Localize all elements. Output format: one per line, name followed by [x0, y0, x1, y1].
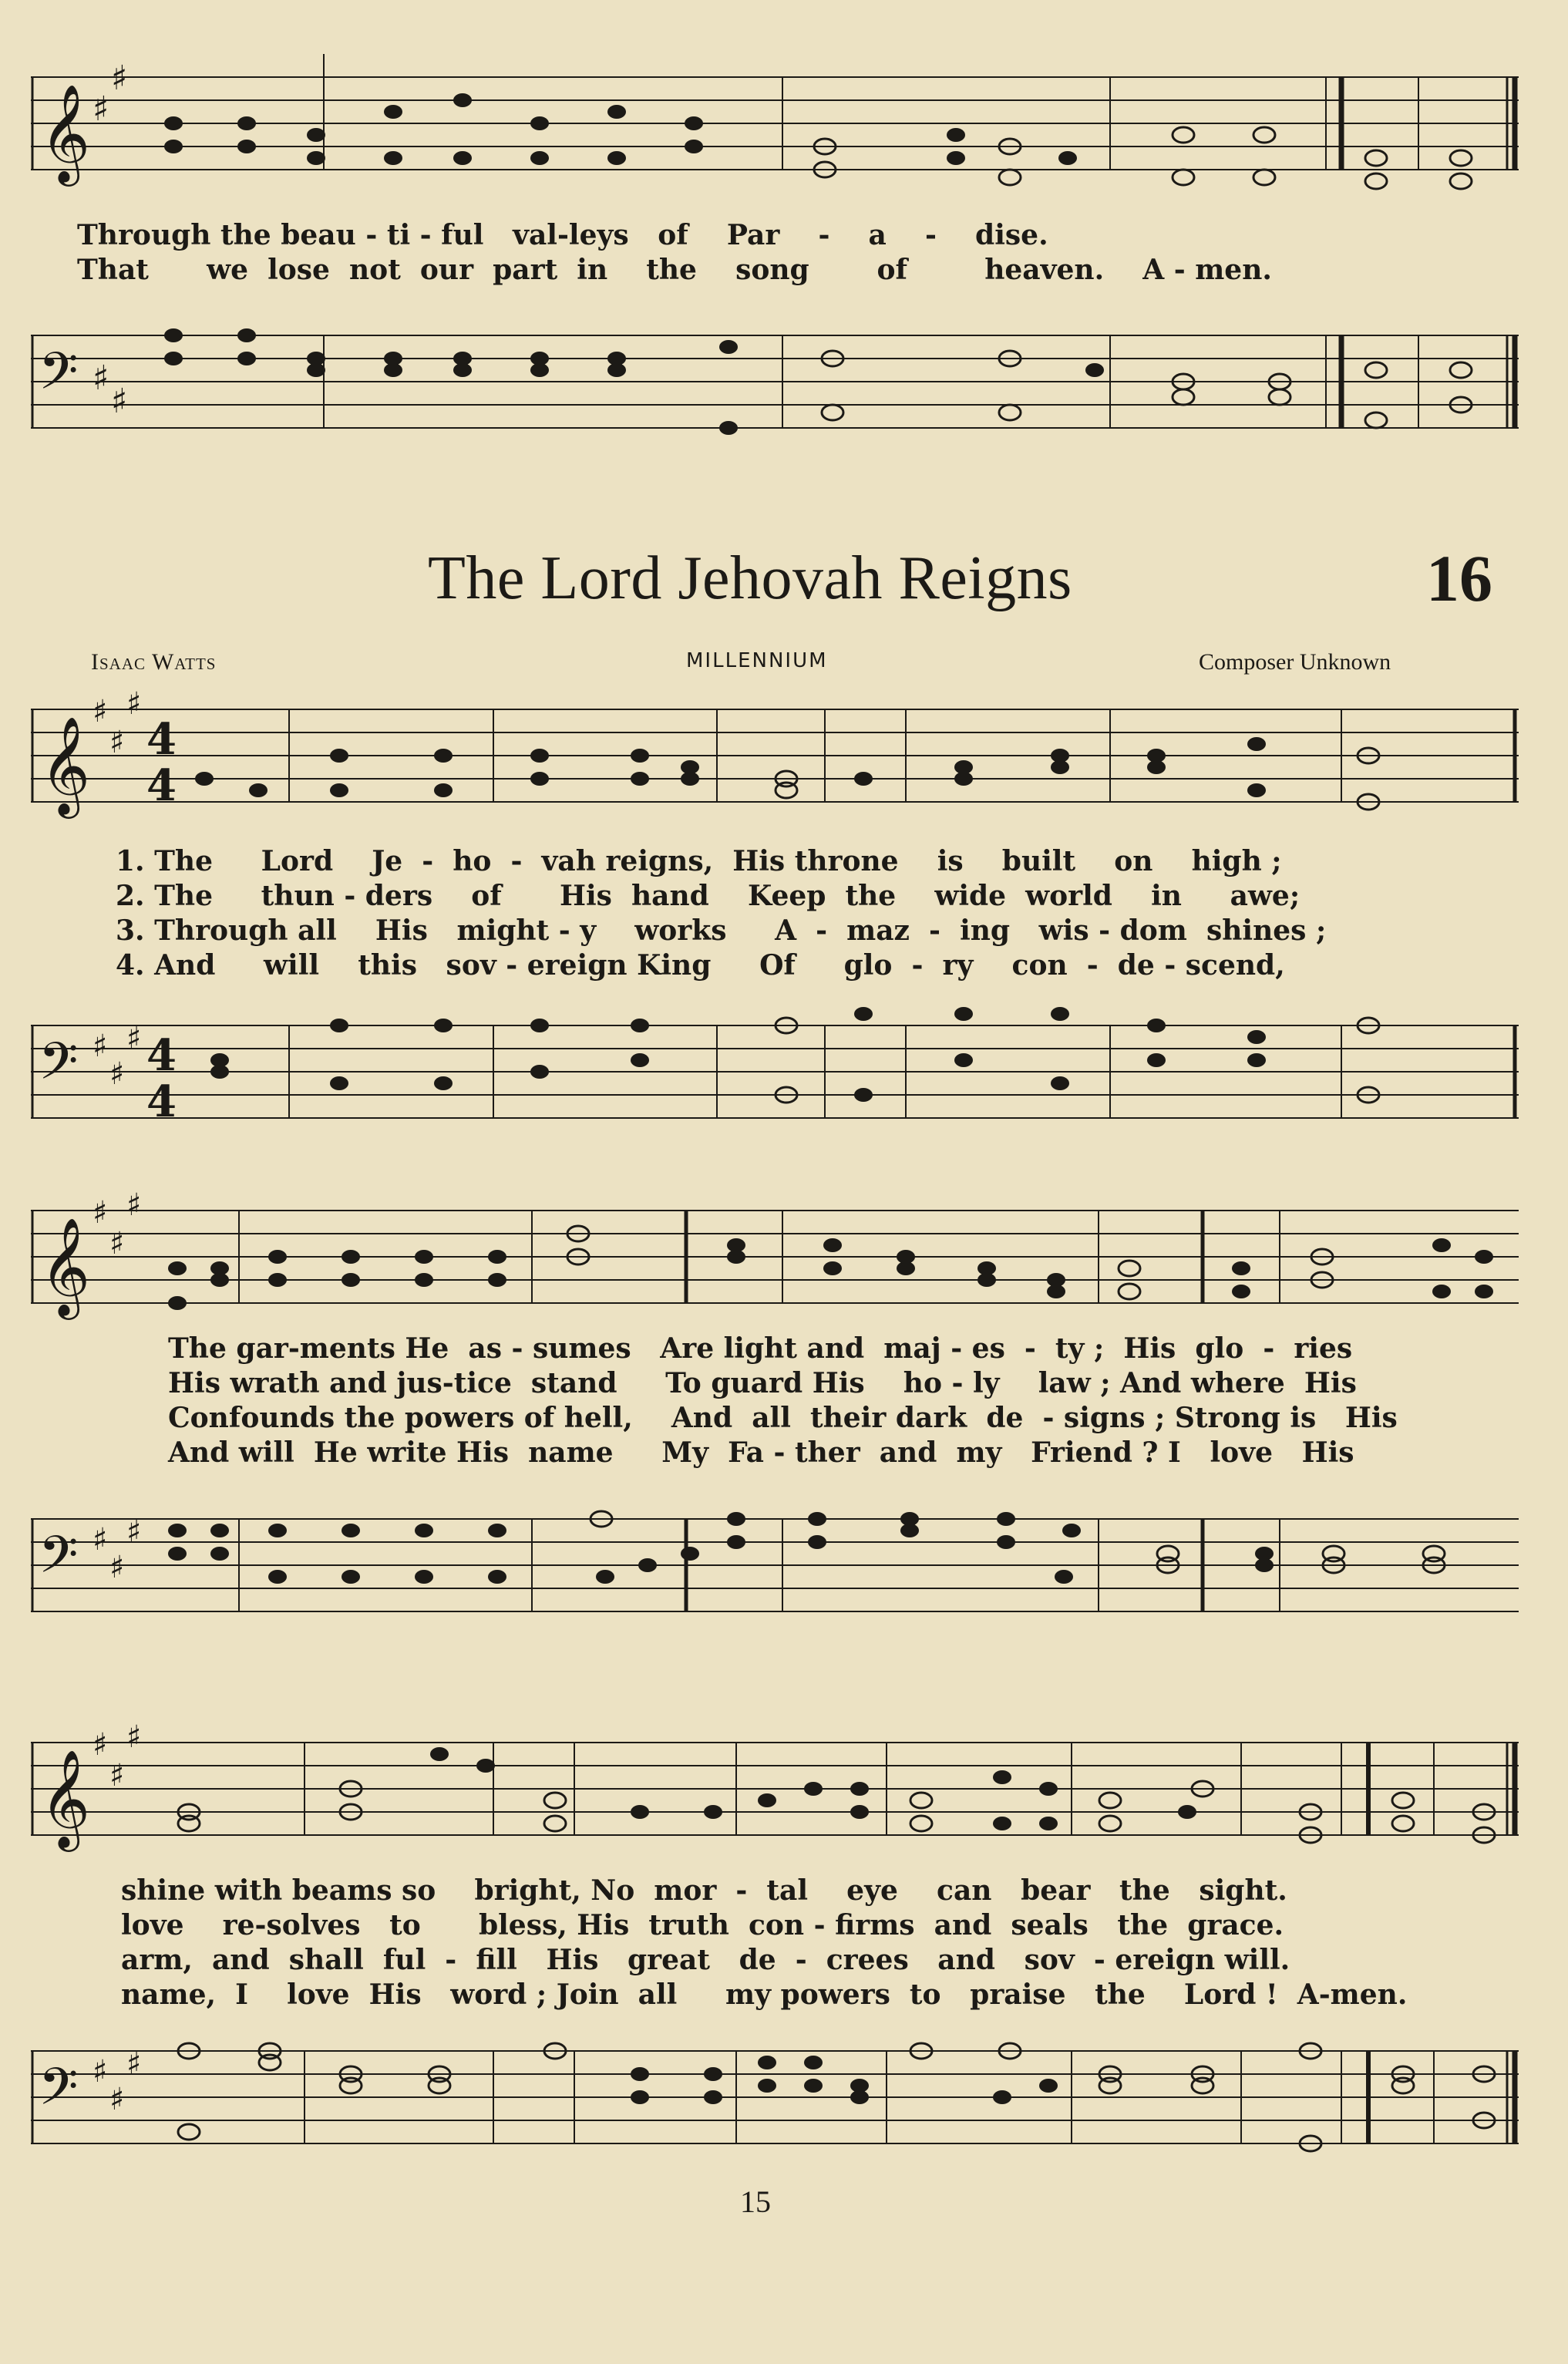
- svg-text:♯: ♯: [126, 1021, 142, 1056]
- svg-text:𝄢: 𝄢: [39, 342, 79, 413]
- svg-text:♯: ♯: [126, 1187, 142, 1223]
- svg-text:𝄞: 𝄞: [40, 1749, 91, 1847]
- svg-text:♯: ♯: [109, 1056, 125, 1092]
- svg-text:♯: ♯: [93, 1195, 108, 1231]
- previous-hymn-lyric-line: Through the beau - ti - ful val-leys of Par - a - dise.: [77, 219, 1048, 251]
- verse-3-line-3: arm, and shall ful - fill His great de - crees and sov - ereign will.: [121, 1944, 1290, 1976]
- page-number: 15: [740, 2184, 771, 2219]
- system-3-lyrics: [121, 1874, 1407, 2012]
- svg-text:♯: ♯: [109, 1226, 125, 1261]
- hymn-number: 16: [1426, 541, 1492, 615]
- system-2-bass-staff: [31, 1488, 1519, 1658]
- svg-text:𝄢: 𝄢: [39, 2057, 79, 2129]
- svg-text:𝄞: 𝄞: [40, 1217, 91, 1315]
- svg-text:♯: ♯: [109, 2082, 125, 2117]
- svg-text:♯: ♯: [93, 89, 109, 129]
- svg-text:♯: ♯: [93, 694, 108, 729]
- previous-hymn-lyrics: [77, 218, 1272, 288]
- system-1-treble-staff: [31, 679, 1519, 833]
- previous-hymn-lyric-line: That we lose not our part in the song of heaven. A - men.: [77, 254, 1272, 286]
- svg-text:♯: ♯: [126, 1719, 142, 1755]
- svg-text:♯: ♯: [109, 725, 125, 760]
- svg-text:♯: ♯: [126, 2046, 142, 2082]
- svg-text:𝄢: 𝄢: [39, 1032, 79, 1103]
- svg-text:𝄢: 𝄢: [39, 1525, 79, 1597]
- system-2-treble-staff: [31, 1180, 1519, 1334]
- hymn-title: The Lord Jehovah Reigns: [428, 544, 1072, 612]
- svg-text:♯: ♯: [109, 1758, 125, 1793]
- hymn-composer: Composer Unknown: [1199, 649, 1391, 675]
- system-1-bass-staff: [31, 995, 1519, 1149]
- system-3-bass-staff: [31, 2020, 1519, 2174]
- svg-text:♯: ♯: [93, 1522, 108, 1557]
- svg-text:♯: ♯: [111, 59, 128, 98]
- verse-4-line-2: And will He write His name My Fa - ther and my Friend ? I love His: [168, 1436, 1354, 1469]
- verse-1-line-1: 1. The Lord Je - ho - vah reigns, His throne is built on high ;: [116, 845, 1282, 877]
- verse-1-line-2: The gar-ments He as - sumes Are light and maj - es - ty ; His glo - ries: [168, 1332, 1353, 1365]
- verse-2-line-2: His wrath and jus-tice stand To guard His ho - ly law ; And where His: [168, 1367, 1357, 1399]
- svg-text:4: 4: [146, 1076, 177, 1127]
- verse-4-line-1: 4. And will this sov - ereign King Of glo - ry con - de - scend,: [116, 949, 1285, 982]
- hymn-tune-name: MILLENNIUM: [686, 649, 828, 672]
- verse-2-line-3: love re-solves to bless, His truth con - firms and seals the grace.: [121, 1909, 1284, 1941]
- previous-hymn-bass-staff: [31, 305, 1519, 474]
- verse-1-line-3: shine with beams so bright, No mor - tal eye can bear the sight.: [121, 1874, 1287, 1907]
- verse-3-line-1: 3. Through all His might - y works A - maz - ing wis - dom shines ;: [116, 914, 1327, 947]
- system-3-treble-staff: [31, 1712, 1519, 1866]
- svg-text:♯: ♯: [126, 1514, 142, 1550]
- svg-text:4: 4: [146, 1030, 177, 1081]
- verse-2-line-1: 2. The thun - ders of His hand Keep the wide world in awe;: [116, 880, 1300, 912]
- svg-text:4: 4: [146, 714, 177, 765]
- previous-hymn-treble-staff: [31, 46, 1519, 200]
- svg-text:♯: ♯: [109, 1550, 125, 1585]
- svg-text:𝄞: 𝄞: [40, 83, 91, 182]
- svg-text:4: 4: [146, 760, 177, 811]
- verse-3-line-2: Confounds the powers of hell, And all their dark de - signs ; Strong is His: [168, 1402, 1398, 1434]
- svg-text:♯: ♯: [93, 359, 109, 398]
- svg-text:♯: ♯: [93, 1029, 108, 1064]
- system-1-lyrics: [116, 844, 1326, 983]
- verse-4-line-3: name, I love His word ; Join all my powers to praise the Lord ! A-men.: [121, 1978, 1408, 2011]
- hymn-author: Isaac Watts: [91, 649, 217, 675]
- svg-text:♯: ♯: [93, 2054, 108, 2090]
- system-2-lyrics: [168, 1332, 1398, 1470]
- svg-text:𝄞: 𝄞: [40, 716, 91, 814]
- svg-text:♯: ♯: [111, 382, 128, 421]
- svg-text:♯: ♯: [93, 1727, 108, 1763]
- svg-text:♯: ♯: [126, 686, 142, 722]
